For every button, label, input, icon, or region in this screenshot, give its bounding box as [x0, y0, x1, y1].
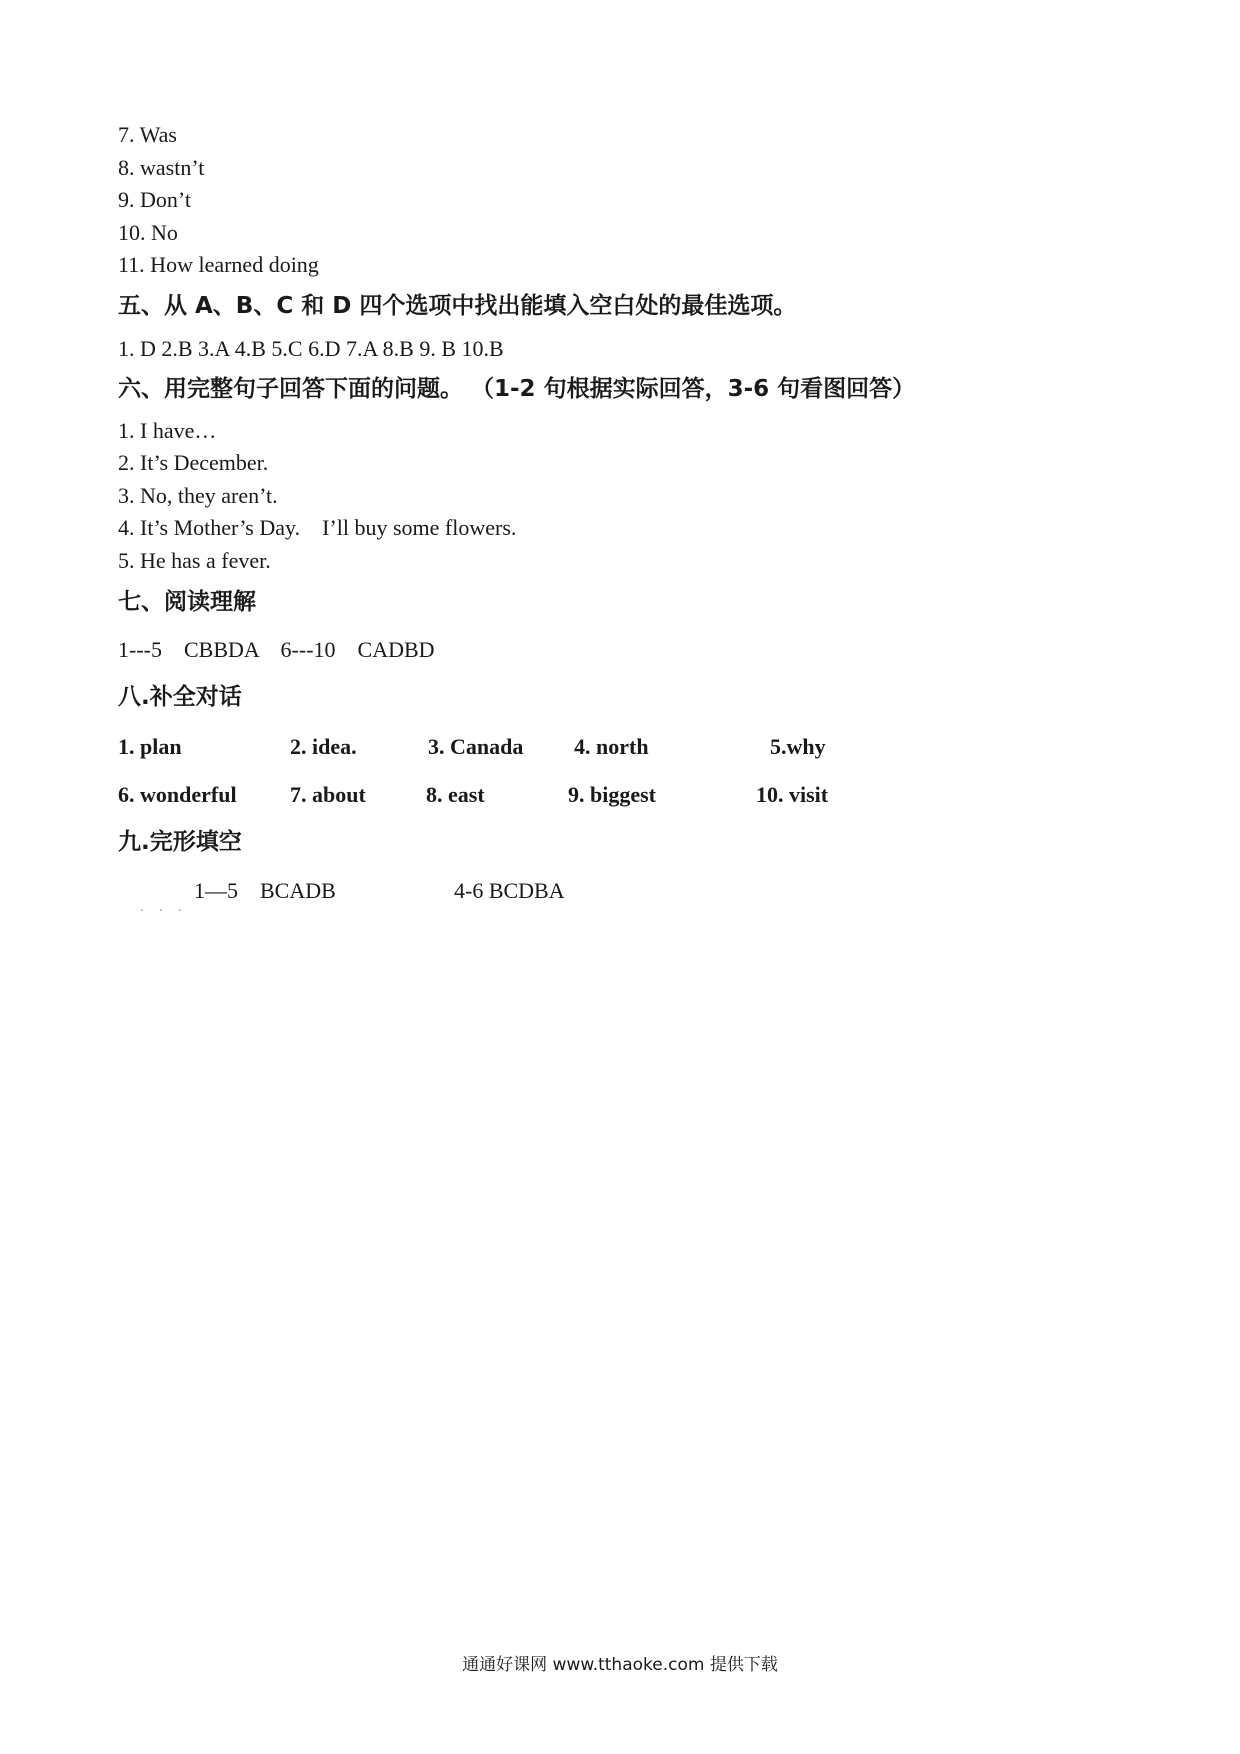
answer-line: 1. D 2.B 3.A 4.B 5.C 6.D 7.A 8.B 9. B 10.B: [118, 336, 504, 361]
section-heading: 九.完形填空: [118, 829, 242, 855]
dialogue-answer: 4. north: [574, 734, 649, 759]
answer-line: 8. wastn’t: [118, 155, 205, 180]
section-heading: 六、用完整句子回答下面的问题。 （1-2 句根据实际回答，3-6 句看图回答）: [118, 376, 916, 402]
dialogue-answer: 7. about: [290, 782, 366, 807]
dialogue-answer: 5.why: [770, 734, 826, 759]
answer-line: 4. It’s Mother’s Day. I’ll buy some flowers.: [118, 515, 517, 540]
answer-line: 1—5 BCADB: [194, 878, 336, 903]
answer-line: 5. He has a fever.: [118, 548, 271, 573]
dialogue-answer: 9. biggest: [568, 782, 656, 807]
section-heading: 八.补全对话: [118, 684, 242, 710]
dialogue-answer: 3. Canada: [428, 734, 524, 759]
answer-line: 10. No: [118, 220, 178, 245]
answer-line: 2. It’s December.: [118, 450, 269, 475]
answer-line: 1---5 CBBDA 6---10 CADBD: [118, 637, 435, 662]
section-heading: 五、从 A、B、C 和 D 四个选项中找出能填入空白处的最佳选项。: [118, 293, 797, 319]
answer-line: 11. How learned doing: [118, 252, 319, 277]
answer-line: 7. Was: [118, 122, 177, 147]
dialogue-answer: 6. wonderful: [118, 782, 237, 807]
answer-line: 9. Don’t: [118, 187, 191, 212]
answer-line: 3. No, they aren’t.: [118, 483, 278, 508]
answer-line: 1. I have…: [118, 418, 217, 443]
dialogue-answer: 1. plan: [118, 734, 182, 759]
dots-mark: . . .: [140, 900, 188, 915]
dialogue-answer: 2. idea.: [290, 734, 357, 759]
page-footer: 通通好课网 www.tthaoke.com 提供下载: [462, 1655, 778, 1675]
dialogue-answer: 10. visit: [756, 782, 829, 807]
dialogue-answer: 8. east: [426, 782, 485, 807]
section-heading: 七、阅读理解: [118, 589, 256, 615]
answer-line: 4-6 BCDBA: [454, 878, 565, 903]
